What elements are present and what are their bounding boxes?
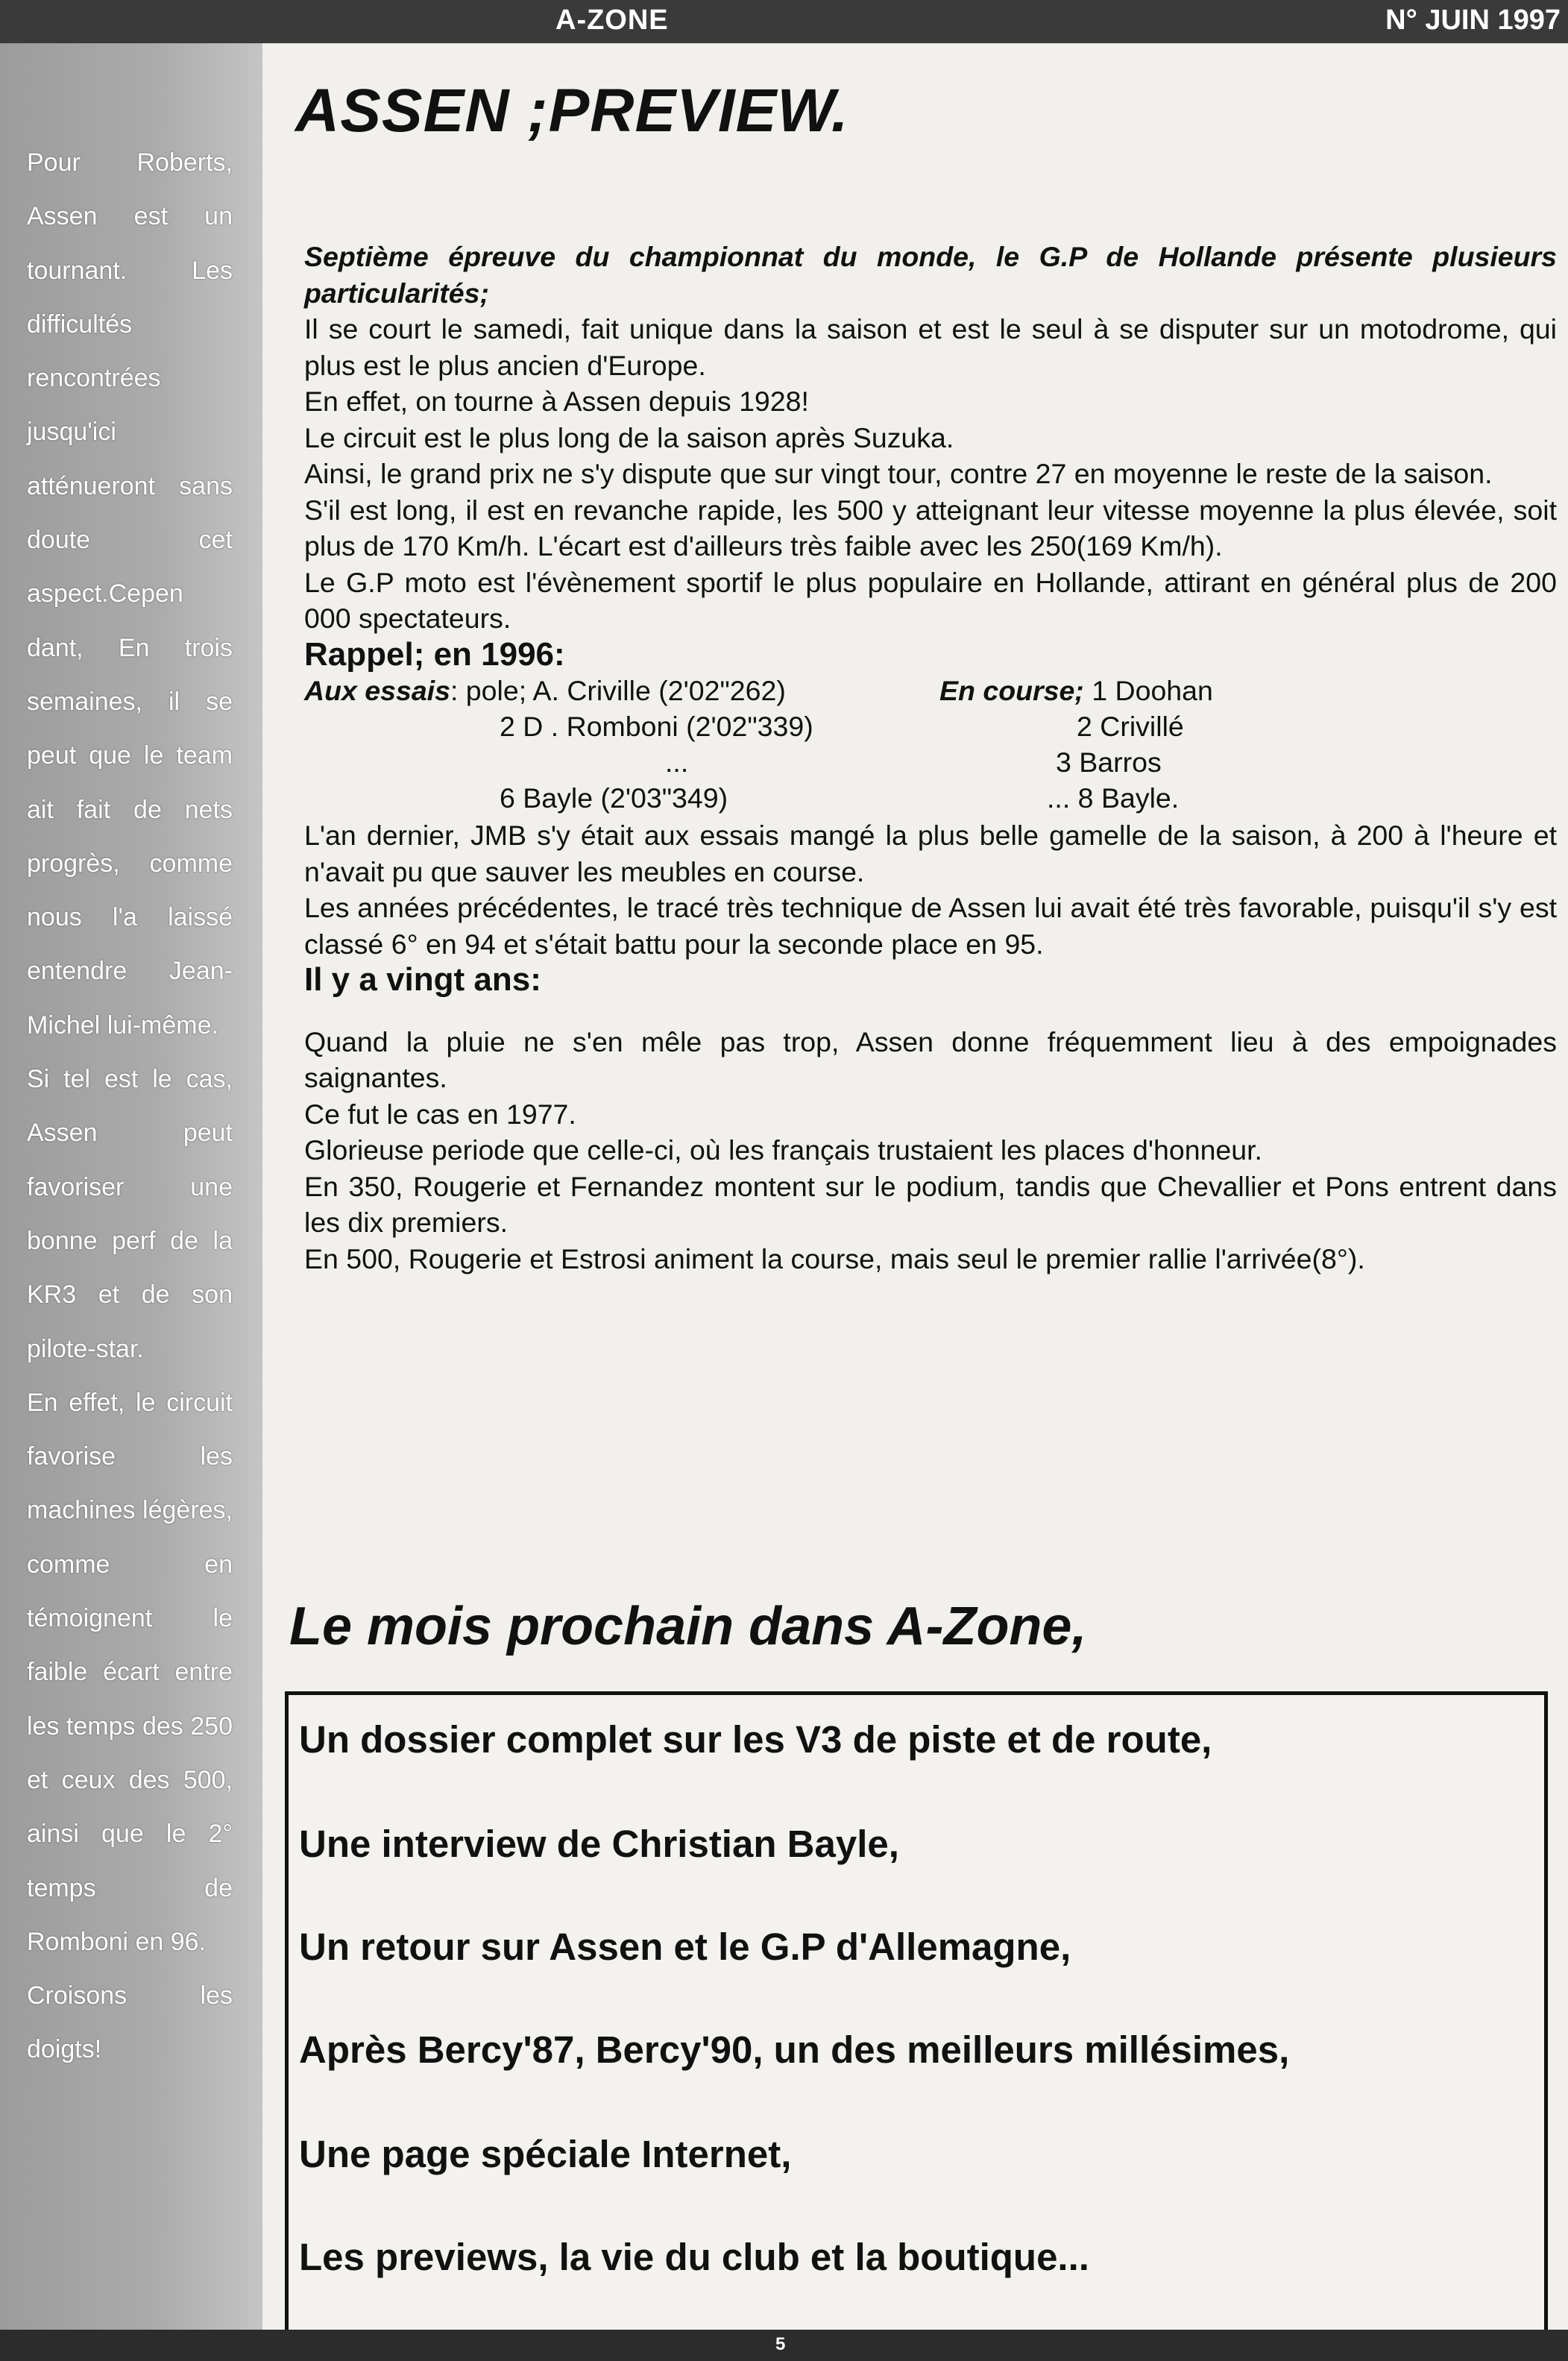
next-issue-title: Le mois prochain dans A-Zone, bbox=[289, 1597, 1087, 1656]
results-table bbox=[304, 673, 1557, 817]
next-issue-item: Après Bercy'87, Bercy'90, un des meilleurs millésimes, bbox=[299, 2028, 1290, 2071]
vingt-line: En 500, Rougerie et Estrosi animent la course, mais seul le premier rallie l'arrivée(8°). bbox=[304, 1242, 1365, 1274]
article-line: S'il est long, il est en revanche rapide, les 500 y atteignant leur vitesse moyenne la plus élevée, soit plus de 170 Km/h. L'écart est d'ailleurs très faible avec les 250(169 Km/h). bbox=[304, 494, 1557, 562]
next-issue-item: Un retour sur Assen et le G.P d'Allemagne, bbox=[299, 1925, 1071, 1968]
course-label: En course; bbox=[939, 675, 1084, 706]
sidebar-paragraph: Croisons les doigts! bbox=[27, 1981, 233, 2064]
course-first: 1 Doohan bbox=[1083, 675, 1213, 706]
main-column bbox=[262, 43, 1568, 2330]
page-number: 5 bbox=[775, 2334, 786, 2354]
essais-row-1 bbox=[304, 673, 786, 709]
course-row-2: 2 Crivillé bbox=[1077, 711, 1184, 742]
next-issue-item: Une interview de Christian Bayle, bbox=[299, 1823, 899, 1865]
rappel-line: L'an dernier, JMB s'y était aux essais mangé la plus belle gamelle de la saison, à 200 à l'heure et n'avait pu que sauver les meubles en course. bbox=[304, 820, 1557, 887]
vingt-heading: Il y a vingt ans: bbox=[304, 961, 541, 998]
vingt-line: En 350, Rougerie et Fernandez montent sur le podium, tandis que Chevallier et Pons entrent dans les dix premiers. bbox=[304, 1170, 1557, 1238]
article-intro: Septième épreuve du championnat du monde, le G.P de Hollande présente plusieurs particularités; bbox=[304, 241, 1557, 309]
next-issue-item: Une page spéciale Internet, bbox=[299, 2133, 792, 2175]
article-line: Ainsi, le grand prix ne s'y dispute que sur vingt tour, contre 27 en moyenne le reste de la saison. bbox=[304, 458, 1493, 489]
article-line: Le circuit est le plus long de la saison après Suzuka. bbox=[304, 421, 954, 453]
article-line: Le G.P moto est l'évènement sportif le plus populaire en Hollande, attirant en général plus de 200 000 spectateurs. bbox=[304, 566, 1557, 634]
next-issue-item: Les previews, la vie du club et la boutique... bbox=[299, 2236, 1089, 2278]
sidebar-paragraph: Si tel est le cas, Assen peut favoriser une bonne perf de la KR3 et de son pilote-star. bbox=[27, 1065, 233, 1363]
essais-row-2: 2 D . Romboni (2'02"339) bbox=[500, 711, 813, 742]
magazine-name: A-ZONE bbox=[555, 4, 669, 36]
sidebar-paragraph: En effet, le circuit favorise les machines légères, comme en témoignent le faible écart entre les temps des 250 et ceux des 500, ainsi que le 2° temps de Romboni en 96. bbox=[27, 1388, 233, 1956]
next-issue-item: Un dossier complet sur les V3 de piste et de route, bbox=[299, 1718, 1212, 1761]
rappel-heading: Rappel; en 1996: bbox=[304, 635, 565, 673]
essais-label: Aux essais bbox=[304, 675, 450, 706]
article-line: Il se court le samedi, fait unique dans la saison et est le seul à se disputer sur un motodrome, qui plus est le plus ancien d'Europe. bbox=[304, 313, 1557, 381]
footer-bar bbox=[0, 2330, 1568, 2361]
course-row-1 bbox=[939, 673, 1213, 709]
essais-pole: : pole; A. Criville (2'02"262) bbox=[450, 675, 786, 706]
course-row-8: ... 8 Bayle. bbox=[1047, 782, 1180, 814]
essais-row-dots: ... bbox=[665, 746, 689, 778]
header-bar bbox=[0, 0, 1568, 43]
article-title: ASSEN ;PREVIEW. bbox=[295, 77, 849, 145]
course-row-3: 3 Barros bbox=[1056, 746, 1162, 778]
sidebar-text bbox=[27, 136, 233, 2077]
next-issue-box bbox=[285, 1691, 1548, 2339]
sidebar-column bbox=[0, 43, 262, 2330]
sidebar-paragraph: Pour Roberts, Assen est un tournant. Les difficultés rencontrées jusqu'ici atténueront sans doute cet aspect.Cepen dant, En trois semaines, il se peut que le team ait fait de nets progrès, comme nous l'a laissé entendre Jean-Michel lui-même. bbox=[27, 148, 233, 1040]
article-body bbox=[304, 239, 1557, 1277]
essais-row-6: 6 Bayle (2'03"349) bbox=[500, 782, 728, 814]
vingt-line: Glorieuse periode que celle-ci, où les français trustaient les places d'honneur. bbox=[304, 1134, 1262, 1166]
vingt-line: Quand la pluie ne s'en mêle pas trop, Assen donne fréquemment lieu à des empoignades saignantes. bbox=[304, 1025, 1557, 1093]
spacer bbox=[304, 999, 1557, 1024]
article-line: En effet, on tourne à Assen depuis 1928! bbox=[304, 386, 809, 417]
rappel-line: Les années précédentes, le tracé très technique de Assen lui avait été très favorable, puisqu'il s'y est classé 6° en 94 et s'était battu pour la seconde place en 95. bbox=[304, 892, 1557, 960]
issue-date: N° JUIN 1997 bbox=[1385, 4, 1561, 36]
vingt-line: Ce fut le cas en 1977. bbox=[304, 1098, 576, 1130]
